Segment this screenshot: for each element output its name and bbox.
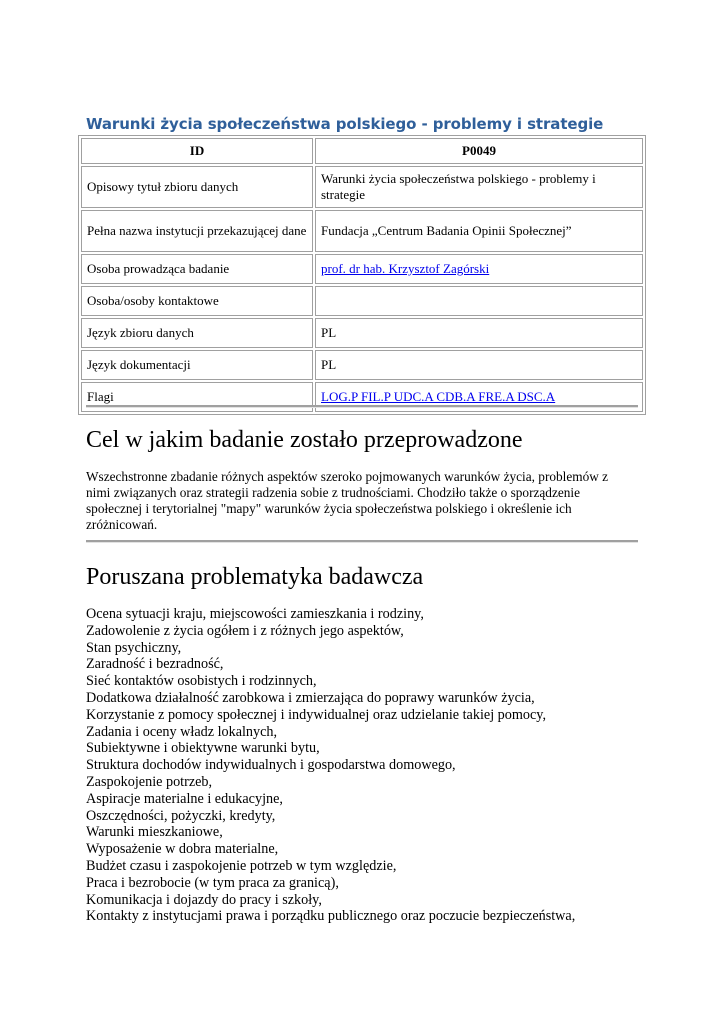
row-label: Język zbioru danych: [81, 318, 313, 348]
table-row: [81, 318, 643, 348]
list-item: Budżet czasu i zaspokojenie potrzeb w tym względzie,: [86, 857, 397, 874]
list-item: Struktura dochodów indywidualnych i gospodarstwa domowego,: [86, 757, 456, 774]
row-value: PL: [315, 318, 643, 348]
horizontal-rule: [86, 540, 638, 543]
row-label: Osoba prowadząca badanie: [81, 254, 313, 284]
table-header-label: ID: [81, 138, 313, 164]
row-label: Język dokumentacji: [81, 350, 313, 380]
list-item: Sieć kontaktów osobistych i rodzinnych,: [86, 673, 317, 690]
list-item: Zadania i oceny władz lokalnych,: [86, 723, 278, 740]
list-item: Subiektywne i obiektywne warunki bytu,: [86, 740, 320, 757]
row-value: Fundacja „Centrum Badania Opinii Społecznej”: [315, 210, 643, 252]
table-row: [81, 210, 643, 252]
row-value: [315, 286, 643, 316]
list-item: Ocena sytuacji kraju, miejscowości zamieszkania i rodziny,: [86, 606, 424, 622]
list-item: Stan psychiczny,: [86, 639, 182, 656]
flags-link[interactable]: LOG.P FIL.P UDC.A CDB.A FRE.A DSC.A: [321, 389, 556, 404]
list-item: Zadowolenie z życia ogółem i z różnych jego aspektów,: [86, 622, 404, 639]
list-item: Komunikacja i dojazdy do pracy i szkoły,: [86, 891, 322, 908]
list-item: Wyposażenie w dobra materialne,: [86, 841, 279, 858]
table-header-row: [81, 138, 643, 164]
row-label: Pełna nazwa instytucji przekazującej dane: [81, 210, 313, 252]
table-row: [81, 286, 643, 316]
row-label: Flagi: [81, 382, 313, 412]
list-item: Dodatkowa działalność zarobkowa i zmierzająca do poprawy warunków życia,: [86, 689, 535, 706]
row-value: PL: [315, 350, 643, 380]
horizontal-rule: [86, 405, 638, 408]
list-item: Praca i bezrobocie (w tym praca za granicą),: [86, 874, 339, 891]
purpose-paragraph: Wszechstronne zbadanie różnych aspektów szeroko pojmowanych warunków życia, problemów z nimi związanych oraz strategii radzenia sobie z trudnościami. Chodziło także o sporządzenie społecznej i terytorialnej "mapy" warunków życia społeczeństwa polskiego i określenie ich zróżnicowań.: [86, 469, 609, 532]
list-item: Oszczędności, pożyczki, kredyty,: [86, 807, 276, 824]
list-item: Zaspokojenie potrzeb,: [86, 773, 213, 790]
table-row: [81, 254, 643, 284]
list-item: Kontakty z instytucjami prawa i porządku publicznego oraz poczucie bezpieczeństwa,: [86, 908, 576, 925]
table-row: [81, 350, 643, 380]
list-item: Warunki mieszkaniowe,: [86, 824, 223, 841]
table-header-value: P0049: [315, 138, 643, 164]
section-heading-purpose: Cel w jakim badanie zostało przeprowadzone: [86, 427, 523, 453]
list-item: Aspiracje materialne i edukacyjne,: [86, 790, 283, 807]
row-label: Osoba/osoby kontaktowe: [81, 286, 313, 316]
section-heading-topics: Poruszana problematyka badawcza: [86, 564, 424, 590]
document-title: Warunki życia społeczeństwa polskiego - problemy i strategie: [86, 115, 604, 133]
metadata-table: [78, 135, 646, 415]
list-item: Zaradność i bezradność,: [86, 656, 224, 673]
row-label: Opisowy tytuł zbioru danych: [81, 166, 313, 208]
topics-list: [86, 606, 646, 925]
row-value: [315, 254, 643, 284]
table-row: [81, 166, 643, 208]
list-item: Korzystanie z pomocy społecznej i indywidualnej oraz udzielanie takiej pomocy,: [86, 706, 547, 723]
investigator-link[interactable]: prof. dr hab. Krzysztof Zagórski: [321, 261, 490, 276]
row-value: Warunki życia społeczeństwa polskiego - problemy i strategie: [315, 166, 643, 208]
